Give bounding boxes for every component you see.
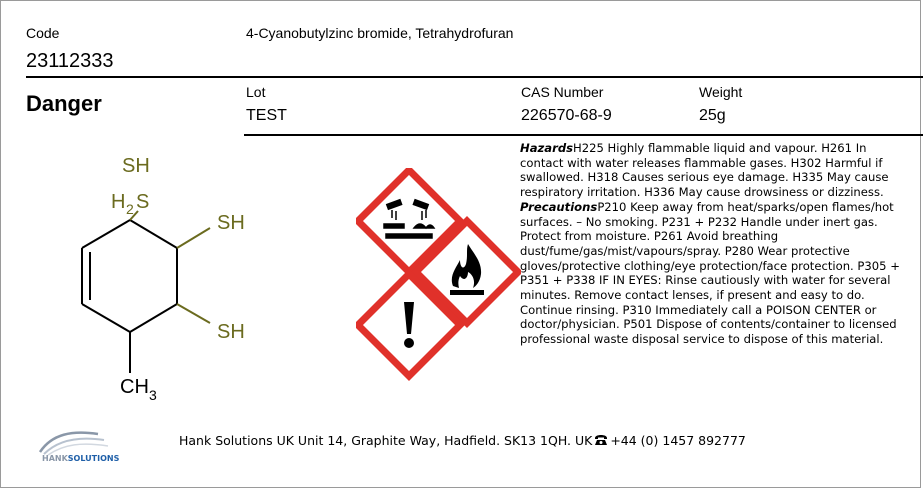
hazard-statements [520,141,905,347]
structure-label-sh-right: SH [217,212,245,234]
structure-label-subscript-3: 3 [149,387,157,403]
signal-word: Danger [26,91,102,116]
lot-label: Lot [246,84,266,100]
cas-number-label: CAS Number [521,84,604,100]
structure-label-sh-top: SH [122,155,150,177]
weight-label: Weight [699,84,743,100]
structure-label-sh-lower: SH [217,321,245,343]
hazards-heading: Hazards [520,141,574,155]
precautions-text: P210 Keep away from heat/sparks/open flames/hot surfaces. – No smoking. P231 + P232 Handle under inert gas. Protect from moisture. P261 Avoid breathing dust/fume/gas/mist/vapours/spray. P280 Wear protective gloves/protective clothing/eye protection/face protection. P305 + P351 + P338 IF IN EYES: Rinse cautiously with water for several minutes. Remove contact lenses, if present and easy to do. Continue rinsing. P310 Immediately call a POISON CENTER or doctor/physician. P501 Dispose of contents/container to licensed professional waste disposal service to dispose of this material. [520,199,900,347]
footer [179,433,746,448]
cas-number-value: 226570-68-9 [521,107,612,124]
footer-address: Hank Solutions UK Unit 14, Graphite Way, Hadfield. SK13 1QH. UK [179,433,593,448]
footer-phone: +44 (0) 1457 892777 [610,433,746,448]
logo-text [42,454,119,463]
lot-value: TEST [246,107,287,124]
phone-icon [594,435,608,446]
logo-text-hank: HANK [42,454,68,463]
code-label: Code [26,25,60,41]
structure-label-ch: CH [120,376,149,398]
hazards-text: H225 Highly flammable liquid and vapour. H261 In contact with water releases flammable gases. H302 Harmful if swallowed. H318 Causes serious eye damage. H335 May cause respiratory irritation. H336 May cause drowsiness or dizziness. [520,141,889,200]
precautions-heading: Precautions [520,199,598,214]
structure-label-subscript-2: 2 [126,201,134,217]
header-divider [26,76,923,78]
ghs-pictograms [356,168,521,383]
weight-value: 25g [699,107,726,124]
product-name: 4-Cyanobutylzinc bromide, Tetrahydrofuran [246,25,514,41]
hank-solutions-logo [38,428,118,456]
code-value: 23112333 [26,50,114,72]
structure-label-s: S [136,191,150,213]
logo-text-solutions: SOLUTIONS [67,454,120,463]
chemical-structure [60,145,270,405]
details-divider [244,134,923,136]
structure-label-h: H [111,191,126,213]
